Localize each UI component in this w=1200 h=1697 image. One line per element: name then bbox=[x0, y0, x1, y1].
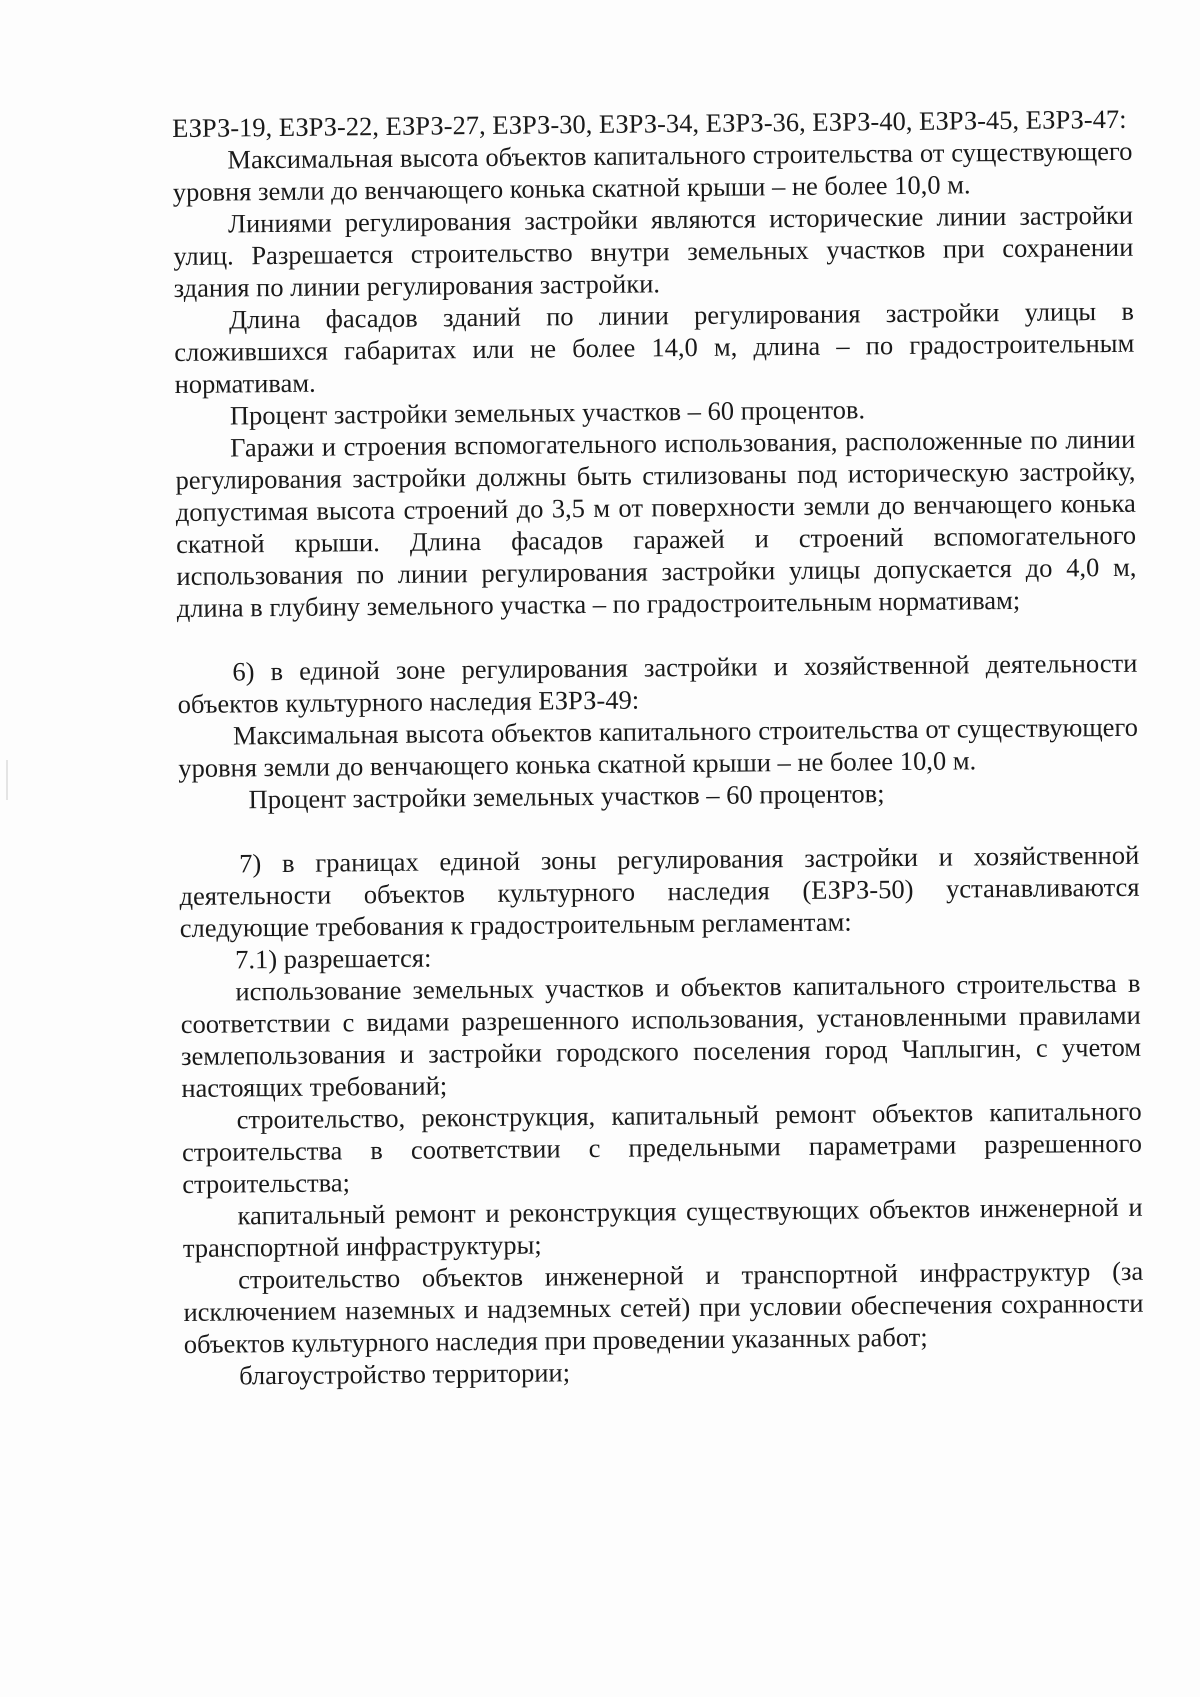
item-7-infrastructure-build: строительство объектов инженерной и транспортной инфраструктур (за исключением наземных и надземных сетей) при условии обеспечения сохранности объектов культурного наследия при проведении указанных работ; bbox=[183, 1255, 1144, 1359]
item-6-max-height: Максимальная высота объектов капитального строительства от существующего уровня земли до венчающего конька скатной крыши – не более 10,0 м. bbox=[178, 711, 1139, 783]
item-7-land-use: использование земельных участков и объектов капитального строительства в соответствии с видами разрешенного использования, установленными правилами землепользования и застройки городского поселения город Чаплыгин, с учетом настоящих требований; bbox=[180, 967, 1142, 1103]
item-7-infrastructure-repair: капитальный ремонт и реконструкция существующих объектов инженерной и транспортной инфраструктуры; bbox=[182, 1191, 1143, 1263]
item-6-build-percent: Процент застройки земельных участков – 60 процентов; bbox=[248, 778, 885, 815]
paragraph-build-percent: Процент застройки земельных участков – 60 процентов. bbox=[229, 394, 866, 431]
item-6-heading: 6) в единой зоне регулирования застройки и хозяйственной деятельности объектов культурного наследия ЕЗРЗ-49: bbox=[177, 647, 1138, 719]
paragraph-facade-length: Длина фасадов зданий по линии регулирования застройки улицы в сложившихся габаритах или не более 14,0 м, длина – по градостроительным нормативам. bbox=[174, 295, 1135, 399]
scan-artifact bbox=[6, 760, 8, 800]
document-body bbox=[172, 103, 1144, 1392]
paragraph-garages: Гаражи и строения вспомогательного использования, расположенные по линии регулирования застройки должны быть стилизованы под историческую застройку, допустимая высота строений до 3,5 м от поверхности земли до венчающего конька скатной крыши. Длина фасадов гаражей и строений вспомогательного использования по линии регулирования застройки улицы допускается до 4,0 м, длина в глубину земельного участка – по градостроительным нормативам; bbox=[175, 423, 1137, 623]
item-7-heading: 7) в границах единой зоны регулирования застройки и хозяйственной деятельности объектов культурного наследия (ЕЗРЗ-50) устанавливаются следующие требования к градостроительным регламентам: bbox=[179, 839, 1140, 943]
paragraph-max-height: Максимальная высота объектов капитального строительства от существующего уровня земли до венчающего конька скатной крыши – не более 10,0 м. bbox=[172, 135, 1133, 207]
intro-zones-line: ЕЗРЗ-19, ЕЗРЗ-22, ЕЗРЗ-27, ЕЗРЗ-30, ЕЗРЗ-34, ЕЗРЗ-36, ЕЗРЗ-40, ЕЗРЗ-45, ЕЗРЗ-47: bbox=[172, 103, 1127, 143]
item-7-landscaping: благоустройство территории; bbox=[238, 1357, 571, 1391]
item-7-construction: строительство, реконструкция, капитальный ремонт объектов капитального строительства в соответствии с предельными параметрами разрешенного строительства; bbox=[181, 1095, 1143, 1199]
paragraph-regulation-lines: Линиями регулирования застройки являются исторические линии застройки улиц. Разрешается строительство внутри земельных участков при сохранении здания по линии регулирования застройки. bbox=[173, 199, 1134, 303]
item-7-1-heading: 7.1) разрешается: bbox=[234, 942, 432, 975]
